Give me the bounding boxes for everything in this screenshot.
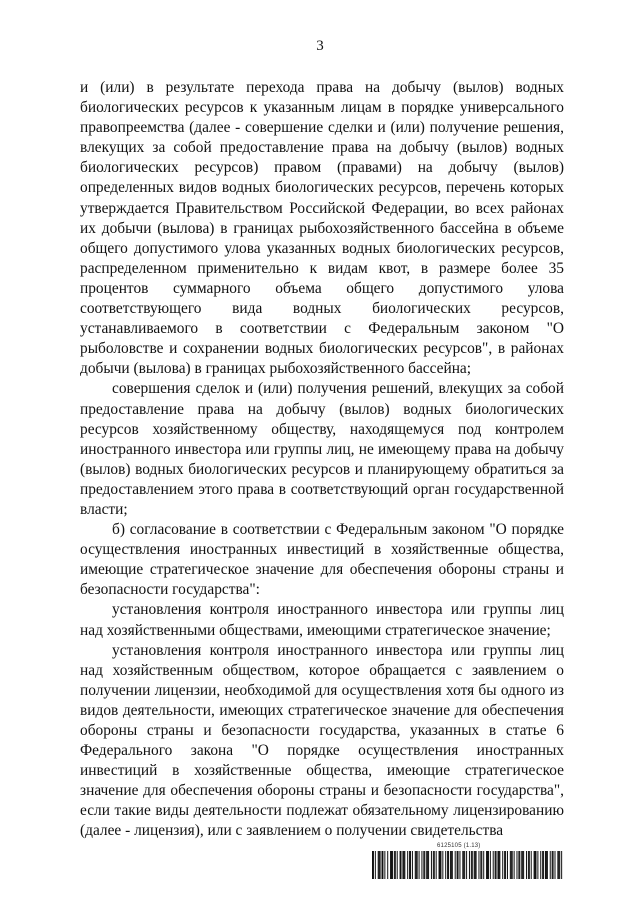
barcode-bar [486,851,487,879]
barcode-bar [493,851,494,879]
barcode-bar [495,851,496,879]
barcode-bar [553,851,554,879]
barcode-bar [415,851,416,879]
barcode-bar [514,851,515,879]
barcode-bar [552,851,553,879]
barcode-bar [547,851,548,879]
barcode-bar [416,851,417,879]
barcode-bar [450,851,451,879]
barcode-bar [529,851,530,879]
barcode-bar [436,851,437,879]
document-body [80,78,564,842]
barcode-bar [423,851,424,879]
barcode-bar [526,851,527,879]
barcode-bar [387,851,388,879]
barcode-bar [439,851,440,879]
barcode-bar [531,851,532,879]
barcode-bar [390,851,391,879]
barcode-bar [542,851,543,879]
document-code: 6125105 (1.13) [437,843,481,849]
barcode-bar [476,851,477,879]
barcode-bar [431,851,432,879]
barcode-bar [535,851,536,879]
barcode-bar [424,851,425,879]
barcode-bar [474,851,475,879]
barcode-bar [545,851,546,879]
barcode-bar [404,851,405,879]
barcode-bar [372,851,373,879]
barcode-bar [448,851,449,879]
barcode-bar [499,851,500,879]
barcode-bar [502,851,503,879]
barcode-bar [391,851,392,879]
barcode-bar [523,851,524,879]
barcode-bar [518,851,519,879]
barcode-bar [554,851,555,879]
barcode-bar [410,851,411,879]
barcode-bar [394,851,395,879]
barcode-bar [521,851,522,879]
barcode-bar [540,851,541,879]
paragraph-control-license: установления контроля иностранного инвестора или группы лиц над хозяйственным обществом, которое обращается с заявлением о получении лицензии, необходимой для осуществления хотя бы одного из видов деятельности, имеющих стратегическое значение для обеспечения обороны страны и безопасности государства, указанных в статье 6 Федерального закона "О порядке осуществления иностранных инвестиций в хозяйственные общества, имеющие стратегическое значение для обеспечения обороны страны и безопасности государства", если такие виды деятельности подлежат обязательному лицензированию (далее - лицензия), или с заявлением о получении свидетельства [80,641,564,840]
barcode-bar [384,851,385,879]
barcode-bar [419,851,420,879]
barcode-bar [401,851,402,879]
barcode-bar [462,851,463,879]
barcode-bar [463,851,464,879]
barcode-bar [447,851,448,879]
barcode-bar [434,851,435,879]
barcode-bar [421,851,422,879]
barcode-image [372,851,564,879]
barcode-bar [445,851,446,879]
barcode-bar [535,851,536,879]
barcode-bar [427,851,428,879]
barcode-bar [403,851,404,879]
barcode-bar [490,851,491,879]
barcode-bar [471,851,472,879]
barcode-bar [378,851,379,879]
barcode-bar [478,851,479,879]
barcode-bar [439,851,440,879]
barcode-bar [426,851,427,879]
barcode-bar [466,851,467,879]
barcode-bar [507,851,508,879]
barcode-bar [402,851,403,879]
barcode-bar [497,851,498,879]
barcode-bar [543,851,544,879]
barcode-bar [433,851,434,879]
barcode-bar [522,851,523,879]
paragraph-continuation: и (или) в результате перехода права на добычу (вылов) водных биологических ресурсов к указанным лицам в порядке универсального правопреемства (далее - совершение сделки и (или) получение решения, влекущих за собой предоставление права на добычу (вылов) водных биологических ресурсов) правом (правами) на добычу (вылов) определенных видов водных биологических ресурсов, перечень которых утверждается Правительством Российской Федерации, во всех районах их добычи (вылова) в границах рыбохозяйственного бассейна в объеме общего допустимого улова указанных водных биологических ресурсов, распределенном применительно к видам квот, в размере более 35 процентов суммарного объема общего допустимого улова соответствующего вида водных биологических ресурсов, устанавливаемого в соответствии с Федеральным законом "О рыболовстве и сохранении водных биологических ресурсов", в районах добычи (вылова) в границах рыбохозяйственного бассейна; [80,79,564,378]
barcode-bar [451,851,452,879]
barcode-bar [458,851,459,879]
barcode-bar [400,851,401,879]
barcode-bar [483,851,484,879]
barcode-bar [407,851,408,879]
barcode-bar [440,851,441,879]
barcode-bar [496,851,497,879]
barcode-bar [373,851,374,879]
barcode-bar [452,851,453,879]
barcode-bar [488,851,489,879]
paragraph-control-establishment: установления контроля иностранного инвестора или группы лиц над хозяйственными обществами, имеющими стратегическое значение; [80,601,564,639]
paragraph-approval-b: б) согласование в соответствии с Федеральным законом "О порядке осуществления иностранных инвестиций в хозяйственные общества, имеющие стратегическое значение для обеспечения обороны страны и безопасности государства": [80,521,564,599]
barcode-bar [534,851,535,879]
barcode-bar [397,851,398,879]
barcode-bar [537,851,538,879]
barcode-bar [395,851,396,879]
barcode-bar [504,851,505,879]
barcode-bar [558,851,559,879]
barcode-bar [528,851,529,879]
paragraph-transactions: совершения сделок и (или) получения решений, влекущих за собой предоставление права на добычу (вылов) водных биологических ресурсов хозяйственному обществу, находящемуся под контролем иностранного инвестора или группы лиц, не имеющему права на добычу (вылов) водных биологических ресурсов и планирующему обратиться за предоставлением этого права в соответствующий орган государственной власти; [80,380,564,518]
barcode-bar [561,851,562,879]
barcode-bar [481,851,482,879]
barcode-bar [379,851,380,879]
barcode-bar [409,851,410,879]
barcode-bar [412,851,413,879]
barcode-bar [428,851,429,879]
barcode-bar [380,851,381,879]
barcode-bar [557,851,558,879]
barcode-bar [480,851,481,879]
barcode-bar [512,851,513,879]
barcode-bar [469,851,470,879]
barcode-bar [417,851,418,879]
barcode-bar [475,851,476,879]
barcode-bar [382,851,383,879]
page-number: 3 [316,38,324,54]
barcode-bar [472,851,473,879]
barcode-bar [442,851,443,879]
barcode-bar [382,851,383,879]
barcode-bar [550,851,551,879]
barcode-bar [516,851,517,879]
barcode-bar [457,851,458,879]
barcode-bar [375,851,376,879]
barcode-bar [505,851,506,879]
barcode-bar [519,851,520,879]
barcode-bar [487,851,488,879]
barcode-bar [559,851,560,879]
barcode-bar [511,851,512,879]
barcode-bar [510,851,511,879]
barcode-bar [498,851,499,879]
barcode-bar [392,851,393,879]
barcode-bar [455,851,456,879]
barcode-bar [459,851,460,879]
barcode-bar [546,851,547,879]
barcode-bar [464,851,465,879]
